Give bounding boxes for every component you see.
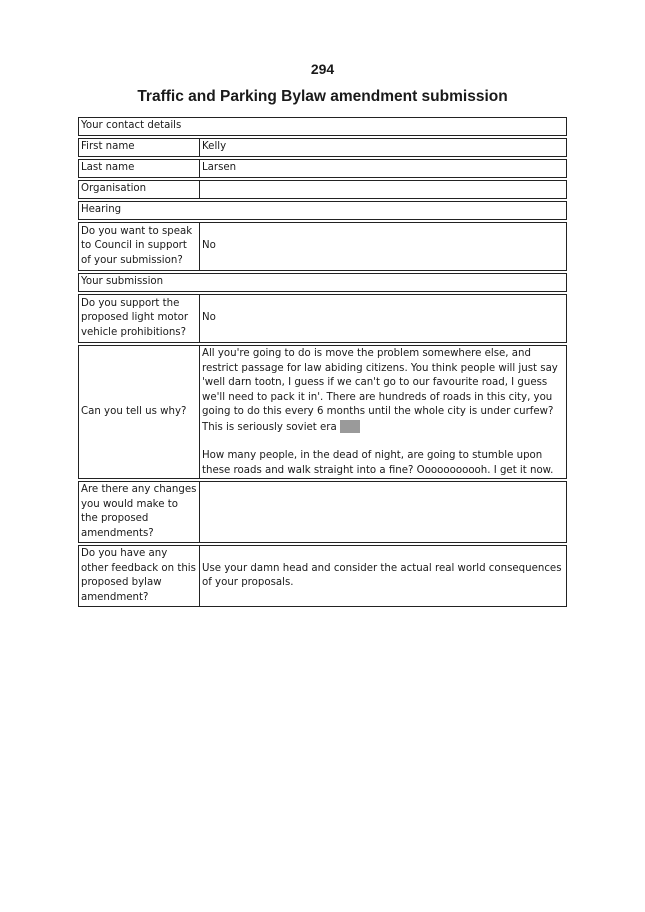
first-name-label: First name <box>79 139 200 156</box>
tell-us-why-value <box>200 346 566 478</box>
row-changes <box>78 481 567 543</box>
document-title: Traffic and Parking Bylaw amendment submission <box>137 88 508 105</box>
section-hearing-label: Hearing <box>81 204 122 215</box>
section-hearing <box>78 201 567 220</box>
redaction-box <box>340 420 360 433</box>
row-first-name <box>78 138 567 157</box>
last-name-value: Larsen <box>202 162 237 174</box>
page-number: 294 <box>310 61 335 77</box>
why-paragraph-1-text: All you're going to do is move the problem somewhere else, and restrict passage for law abiding citizens. You think people will just say 'well darn tootn, I guess if we can't go to our favourite road, I guess we'll need to pack it in'. There are hundreds of roads in this city, you going to do this every 6 months until the whole city is under curfew? This is seriously soviet era <box>202 348 558 433</box>
section-contact-details-label: Your contact details <box>81 120 182 131</box>
organisation-label: Organisation <box>79 181 200 198</box>
submission-form <box>78 117 567 607</box>
section-your-submission-label: Your submission <box>81 276 164 287</box>
row-speak-to-council <box>78 222 567 271</box>
row-last-name <box>78 159 567 178</box>
other-feedback-label: Do you have any other feedback on this proposed bylaw amendment? <box>79 546 200 606</box>
support-prohibitions-label: Do you support the proposed light motor vehicle prohibitions? <box>79 295 200 342</box>
speak-to-council-value: No <box>202 240 216 252</box>
row-organisation <box>78 180 567 199</box>
row-support-prohibitions <box>78 294 567 343</box>
last-name-label: Last name <box>79 160 200 177</box>
tell-us-why-label: Can you tell us why? <box>79 346 200 478</box>
organisation-value <box>200 181 566 198</box>
why-paragraph-2: How many people, in the dead of night, are going to stumble upon these roads and walk straight into a fine? Ooooooooooh. I get it now. <box>202 450 554 476</box>
other-feedback-value: Use your damn head and consider the actual real world consequences of your proposals. <box>202 562 562 588</box>
row-other-feedback <box>78 545 567 607</box>
speak-to-council-label: Do you want to speak to Council in support of your submission? <box>79 223 200 270</box>
section-your-submission <box>78 273 567 292</box>
why-paragraph-1 <box>202 347 564 435</box>
section-contact-details <box>78 117 567 136</box>
first-name-value: Kelly <box>202 141 227 153</box>
changes-label: Are there any changes you would make to the proposed amendments? <box>79 482 200 542</box>
row-tell-us-why <box>78 345 567 479</box>
support-prohibitions-value: No <box>202 312 216 324</box>
changes-value <box>200 482 566 542</box>
